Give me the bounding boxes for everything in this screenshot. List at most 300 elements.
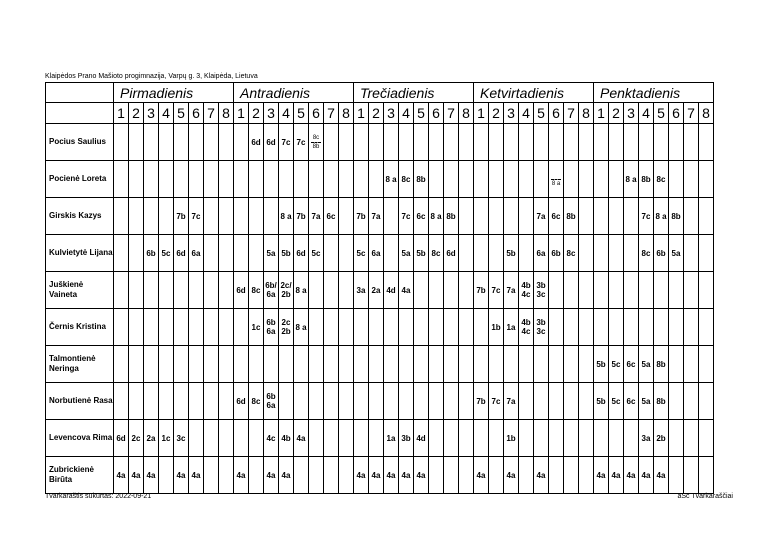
empty-cell — [654, 124, 669, 161]
empty-cell — [564, 124, 579, 161]
teacher-row — [46, 457, 714, 494]
lesson-cell: 4a — [609, 457, 624, 494]
empty-cell — [609, 124, 624, 161]
lesson-cell: 7b — [474, 272, 489, 309]
empty-cell — [309, 420, 324, 457]
lesson-cell: 7c — [294, 124, 309, 161]
empty-cell — [174, 309, 189, 346]
empty-cell — [324, 272, 339, 309]
lesson-cell: 3a — [354, 272, 369, 309]
lesson-cell: 5b — [414, 235, 429, 272]
empty-cell — [144, 198, 159, 235]
lesson-cell: 5a — [264, 235, 279, 272]
empty-cell — [399, 346, 414, 383]
teacher-name: Pocius Saulius — [46, 124, 114, 161]
empty-cell — [204, 309, 219, 346]
period-number: 4 — [519, 103, 534, 124]
empty-cell — [669, 272, 684, 309]
empty-cell — [489, 457, 504, 494]
empty-cell — [549, 272, 564, 309]
period-number: 3 — [624, 103, 639, 124]
period-number: 7 — [324, 103, 339, 124]
empty-cell — [114, 161, 129, 198]
period-number: 3 — [504, 103, 519, 124]
empty-cell — [399, 124, 414, 161]
empty-cell — [234, 346, 249, 383]
teacher-name: Zubrickienė Birūta — [46, 457, 114, 494]
empty-cell — [594, 272, 609, 309]
period-number: 4 — [399, 103, 414, 124]
lesson-cell: 4a — [639, 457, 654, 494]
empty-cell — [324, 420, 339, 457]
empty-cell — [144, 124, 159, 161]
empty-cell — [444, 346, 459, 383]
empty-cell — [324, 457, 339, 494]
day-header: Antradienis — [234, 83, 354, 103]
empty-cell — [144, 161, 159, 198]
empty-cell — [579, 124, 594, 161]
lesson-cell: 4c — [264, 420, 279, 457]
empty-cell — [459, 383, 474, 420]
lesson-cell: 7c — [279, 124, 294, 161]
teacher-row — [46, 420, 714, 457]
lesson-cell: 4a — [129, 457, 144, 494]
lesson-cell: 4a — [399, 272, 414, 309]
empty-cell — [699, 198, 714, 235]
empty-cell — [564, 457, 579, 494]
empty-cell — [489, 420, 504, 457]
lesson-cell: 4a — [474, 457, 489, 494]
empty-cell — [684, 346, 699, 383]
empty-cell — [579, 309, 594, 346]
empty-cell — [204, 198, 219, 235]
period-number: 6 — [189, 103, 204, 124]
empty-cell — [624, 420, 639, 457]
empty-cell — [309, 383, 324, 420]
empty-cell — [249, 161, 264, 198]
empty-cell — [534, 383, 549, 420]
empty-cell — [504, 161, 519, 198]
empty-cell — [294, 346, 309, 383]
lesson-cell: 5a — [639, 346, 654, 383]
lesson-cell: 4a — [384, 457, 399, 494]
empty-cell — [384, 235, 399, 272]
empty-cell — [234, 124, 249, 161]
lesson-cell: 1b — [504, 420, 519, 457]
period-number: 5 — [294, 103, 309, 124]
lesson-cell: 8c — [639, 235, 654, 272]
empty-cell — [459, 124, 474, 161]
empty-cell — [519, 198, 534, 235]
teacher-name: Girskis Kazys — [46, 198, 114, 235]
lesson-cell: 1c — [249, 309, 264, 346]
lesson-cell: 4a — [594, 457, 609, 494]
empty-cell — [279, 346, 294, 383]
empty-cell — [564, 272, 579, 309]
empty-cell — [504, 198, 519, 235]
empty-cell — [699, 161, 714, 198]
period-number: 1 — [114, 103, 129, 124]
empty-cell — [204, 346, 219, 383]
lesson-cell: 5c — [354, 235, 369, 272]
empty-cell — [414, 124, 429, 161]
empty-cell — [429, 420, 444, 457]
empty-cell — [294, 383, 309, 420]
empty-cell — [639, 272, 654, 309]
empty-cell — [159, 309, 174, 346]
lesson-cell: 6d — [444, 235, 459, 272]
teacher-name: Pocienė Loreta — [46, 161, 114, 198]
empty-cell — [219, 420, 234, 457]
lesson-cell: 5c — [309, 235, 324, 272]
lesson-cell: 8b — [564, 198, 579, 235]
empty-cell — [669, 457, 684, 494]
empty-cell — [459, 272, 474, 309]
empty-cell — [204, 457, 219, 494]
empty-cell — [549, 420, 564, 457]
empty-cell — [549, 346, 564, 383]
period-number: 4 — [639, 103, 654, 124]
empty-cell — [654, 309, 669, 346]
empty-cell — [549, 383, 564, 420]
lesson-cell: 7c — [399, 198, 414, 235]
period-number: 2 — [609, 103, 624, 124]
lesson-cell: 4a — [189, 457, 204, 494]
empty-cell — [114, 272, 129, 309]
lesson-cell: 6c — [549, 198, 564, 235]
lesson-cell: 8c — [249, 383, 264, 420]
empty-cell — [459, 420, 474, 457]
lesson-cell: 8 a — [654, 198, 669, 235]
empty-cell — [369, 383, 384, 420]
period-number: 7 — [564, 103, 579, 124]
empty-cell — [204, 420, 219, 457]
empty-cell — [264, 161, 279, 198]
empty-cell — [444, 457, 459, 494]
empty-cell — [234, 420, 249, 457]
lesson-cell: 4d — [414, 420, 429, 457]
empty-cell — [324, 161, 339, 198]
empty-cell — [669, 309, 684, 346]
lesson-cell: 4a — [399, 457, 414, 494]
empty-cell — [429, 346, 444, 383]
lesson-cell — [549, 161, 564, 198]
lesson-cell: 6c — [624, 383, 639, 420]
lesson-cell: 6a — [369, 235, 384, 272]
group-b-label: 8 a — [551, 180, 561, 187]
empty-cell — [429, 272, 444, 309]
empty-cell — [204, 161, 219, 198]
lesson-cell: 6c — [624, 346, 639, 383]
empty-cell — [294, 457, 309, 494]
empty-cell — [609, 235, 624, 272]
empty-cell — [249, 346, 264, 383]
teacher-name: Talmontienė Neringa — [46, 346, 114, 383]
lesson-cell: 8c — [564, 235, 579, 272]
lesson-cell: 7b — [294, 198, 309, 235]
empty-cell — [204, 272, 219, 309]
empty-cell — [624, 235, 639, 272]
empty-cell — [369, 124, 384, 161]
empty-cell — [129, 272, 144, 309]
empty-cell — [189, 161, 204, 198]
empty-cell — [324, 309, 339, 346]
empty-cell — [369, 161, 384, 198]
empty-cell — [219, 383, 234, 420]
empty-cell — [144, 309, 159, 346]
empty-cell — [339, 383, 354, 420]
empty-cell — [204, 235, 219, 272]
empty-cell — [444, 272, 459, 309]
empty-cell — [549, 124, 564, 161]
empty-cell — [249, 198, 264, 235]
empty-cell — [519, 420, 534, 457]
empty-cell — [699, 346, 714, 383]
empty-cell — [219, 457, 234, 494]
empty-cell — [624, 272, 639, 309]
empty-cell — [114, 235, 129, 272]
lesson-cell: 8c — [399, 161, 414, 198]
empty-cell — [189, 124, 204, 161]
empty-cell — [594, 198, 609, 235]
empty-cell — [339, 272, 354, 309]
lesson-cell: 4a — [654, 457, 669, 494]
lesson-cell: 4b 4c — [519, 272, 534, 309]
empty-cell — [309, 346, 324, 383]
lesson-cell: 8 a — [294, 272, 309, 309]
empty-cell — [114, 124, 129, 161]
lesson-cell: 2a — [369, 272, 384, 309]
empty-cell — [429, 161, 444, 198]
empty-cell — [594, 235, 609, 272]
empty-cell — [504, 124, 519, 161]
empty-cell — [159, 124, 174, 161]
empty-cell — [159, 198, 174, 235]
lesson-cell: 4a — [534, 457, 549, 494]
lesson-cell: 8b — [639, 161, 654, 198]
empty-cell — [459, 457, 474, 494]
period-number: 4 — [159, 103, 174, 124]
period-number: 5 — [654, 103, 669, 124]
period-number: 5 — [414, 103, 429, 124]
period-number: 4 — [279, 103, 294, 124]
teacher-row — [46, 198, 714, 235]
lesson-cell: 8 a — [279, 198, 294, 235]
empty-cell — [174, 383, 189, 420]
empty-cell — [519, 235, 534, 272]
empty-cell — [129, 161, 144, 198]
lesson-cell: 6b 6a — [264, 309, 279, 346]
lesson-cell — [309, 124, 324, 161]
empty-cell — [444, 161, 459, 198]
empty-cell — [129, 124, 144, 161]
teacher-row — [46, 309, 714, 346]
lesson-cell: 7a — [504, 383, 519, 420]
software-credit: aSc Tvarkaraščiai — [677, 493, 733, 500]
empty-cell — [264, 346, 279, 383]
empty-cell — [669, 383, 684, 420]
lesson-cell: 1a — [504, 309, 519, 346]
period-number: 3 — [384, 103, 399, 124]
lesson-cell: 6b — [549, 235, 564, 272]
empty-cell — [384, 346, 399, 383]
empty-cell — [564, 346, 579, 383]
teacher-name: Juškienė Vaineta — [46, 272, 114, 309]
period-number: 6 — [309, 103, 324, 124]
empty-cell — [489, 161, 504, 198]
lesson-cell: 8c — [654, 161, 669, 198]
empty-cell — [414, 346, 429, 383]
empty-cell — [669, 161, 684, 198]
empty-cell — [519, 346, 534, 383]
lesson-cell: 6d — [114, 420, 129, 457]
empty-cell — [324, 124, 339, 161]
empty-cell — [399, 383, 414, 420]
period-number: 7 — [444, 103, 459, 124]
lesson-cell: 4b 4c — [519, 309, 534, 346]
empty-cell — [579, 161, 594, 198]
empty-cell — [549, 309, 564, 346]
lesson-cell: 8b — [669, 198, 684, 235]
lesson-cell: 6d — [264, 124, 279, 161]
empty-cell — [699, 309, 714, 346]
empty-cell — [324, 235, 339, 272]
empty-cell — [339, 420, 354, 457]
empty-cell — [279, 383, 294, 420]
lesson-cell: 4a — [279, 457, 294, 494]
empty-cell — [264, 198, 279, 235]
empty-cell — [354, 124, 369, 161]
period-number: 1 — [474, 103, 489, 124]
empty-cell — [624, 309, 639, 346]
day-header: Trečiadienis — [354, 83, 474, 103]
empty-cell — [339, 346, 354, 383]
empty-cell — [309, 272, 324, 309]
period-number: 8 — [339, 103, 354, 124]
period-number: 1 — [234, 103, 249, 124]
empty-cell — [354, 420, 369, 457]
empty-cell — [219, 346, 234, 383]
empty-cell — [534, 161, 549, 198]
lesson-cell: 5b — [279, 235, 294, 272]
empty-cell — [159, 161, 174, 198]
empty-cell — [699, 420, 714, 457]
day-header-row — [46, 83, 714, 103]
empty-cell — [249, 457, 264, 494]
empty-cell — [489, 235, 504, 272]
lesson-cell: 3b — [399, 420, 414, 457]
empty-cell — [624, 198, 639, 235]
empty-cell — [534, 346, 549, 383]
period-number: 5 — [534, 103, 549, 124]
empty-cell — [684, 198, 699, 235]
teacher-row — [46, 124, 714, 161]
empty-cell — [189, 272, 204, 309]
lesson-cell: 4b — [279, 420, 294, 457]
empty-cell — [579, 198, 594, 235]
empty-cell — [219, 198, 234, 235]
lesson-cell: 6b — [144, 235, 159, 272]
lesson-cell: 7c — [189, 198, 204, 235]
empty-cell — [114, 383, 129, 420]
empty-cell — [519, 457, 534, 494]
lesson-cell: 7b — [174, 198, 189, 235]
teacher-row — [46, 235, 714, 272]
empty-cell — [144, 272, 159, 309]
empty-cell — [684, 161, 699, 198]
lesson-cell: 8 a — [294, 309, 309, 346]
empty-cell — [489, 198, 504, 235]
empty-cell — [579, 420, 594, 457]
empty-cell — [189, 420, 204, 457]
lesson-cell: 8b — [654, 383, 669, 420]
empty-cell — [579, 235, 594, 272]
lesson-cell: 2b — [654, 420, 669, 457]
day-header: Penktadienis — [594, 83, 714, 103]
empty-cell — [639, 124, 654, 161]
empty-cell — [429, 457, 444, 494]
period-number: 8 — [219, 103, 234, 124]
empty-cell — [669, 124, 684, 161]
lesson-cell: 8b — [654, 346, 669, 383]
empty-cell — [519, 124, 534, 161]
period-number: 8 — [459, 103, 474, 124]
empty-cell — [699, 457, 714, 494]
period-number: 2 — [369, 103, 384, 124]
lesson-cell: 5b — [594, 346, 609, 383]
lesson-cell: 4a — [174, 457, 189, 494]
empty-cell — [444, 309, 459, 346]
period-header-row — [46, 103, 714, 124]
lesson-cell: 8b — [414, 161, 429, 198]
empty-cell — [219, 124, 234, 161]
empty-cell — [414, 272, 429, 309]
empty-cell — [189, 346, 204, 383]
empty-cell — [669, 346, 684, 383]
lesson-cell: 2c — [129, 420, 144, 457]
lesson-cell: 3b 3c — [534, 272, 549, 309]
empty-cell — [609, 198, 624, 235]
empty-cell — [474, 161, 489, 198]
period-number: 8 — [699, 103, 714, 124]
lesson-cell: 6d — [234, 383, 249, 420]
lesson-cell: 4a — [294, 420, 309, 457]
period-number: 6 — [669, 103, 684, 124]
empty-cell — [144, 346, 159, 383]
lesson-cell: 3a — [639, 420, 654, 457]
empty-cell — [444, 420, 459, 457]
empty-cell — [204, 383, 219, 420]
lesson-cell: 4d — [384, 272, 399, 309]
lesson-cell: 3c — [174, 420, 189, 457]
empty-cell — [684, 309, 699, 346]
empty-cell — [609, 161, 624, 198]
lesson-cell: 6b 6a — [264, 383, 279, 420]
empty-cell — [474, 198, 489, 235]
lesson-cell: 5c — [609, 383, 624, 420]
teacher-row — [46, 346, 714, 383]
lesson-cell: 5c — [609, 346, 624, 383]
lesson-cell: 6d — [249, 124, 264, 161]
empty-cell — [384, 383, 399, 420]
empty-cell — [459, 309, 474, 346]
lesson-cell: 4a — [504, 457, 519, 494]
lesson-cell: 7c — [489, 272, 504, 309]
empty-cell — [219, 235, 234, 272]
period-number: 8 — [579, 103, 594, 124]
school-header: Klaipėdos Prano Mašioto progimnazija, Varpų g. 3, Klaipėda, Lietuva — [45, 73, 258, 80]
teacher-name: Kulvietytė Lijana — [46, 235, 114, 272]
